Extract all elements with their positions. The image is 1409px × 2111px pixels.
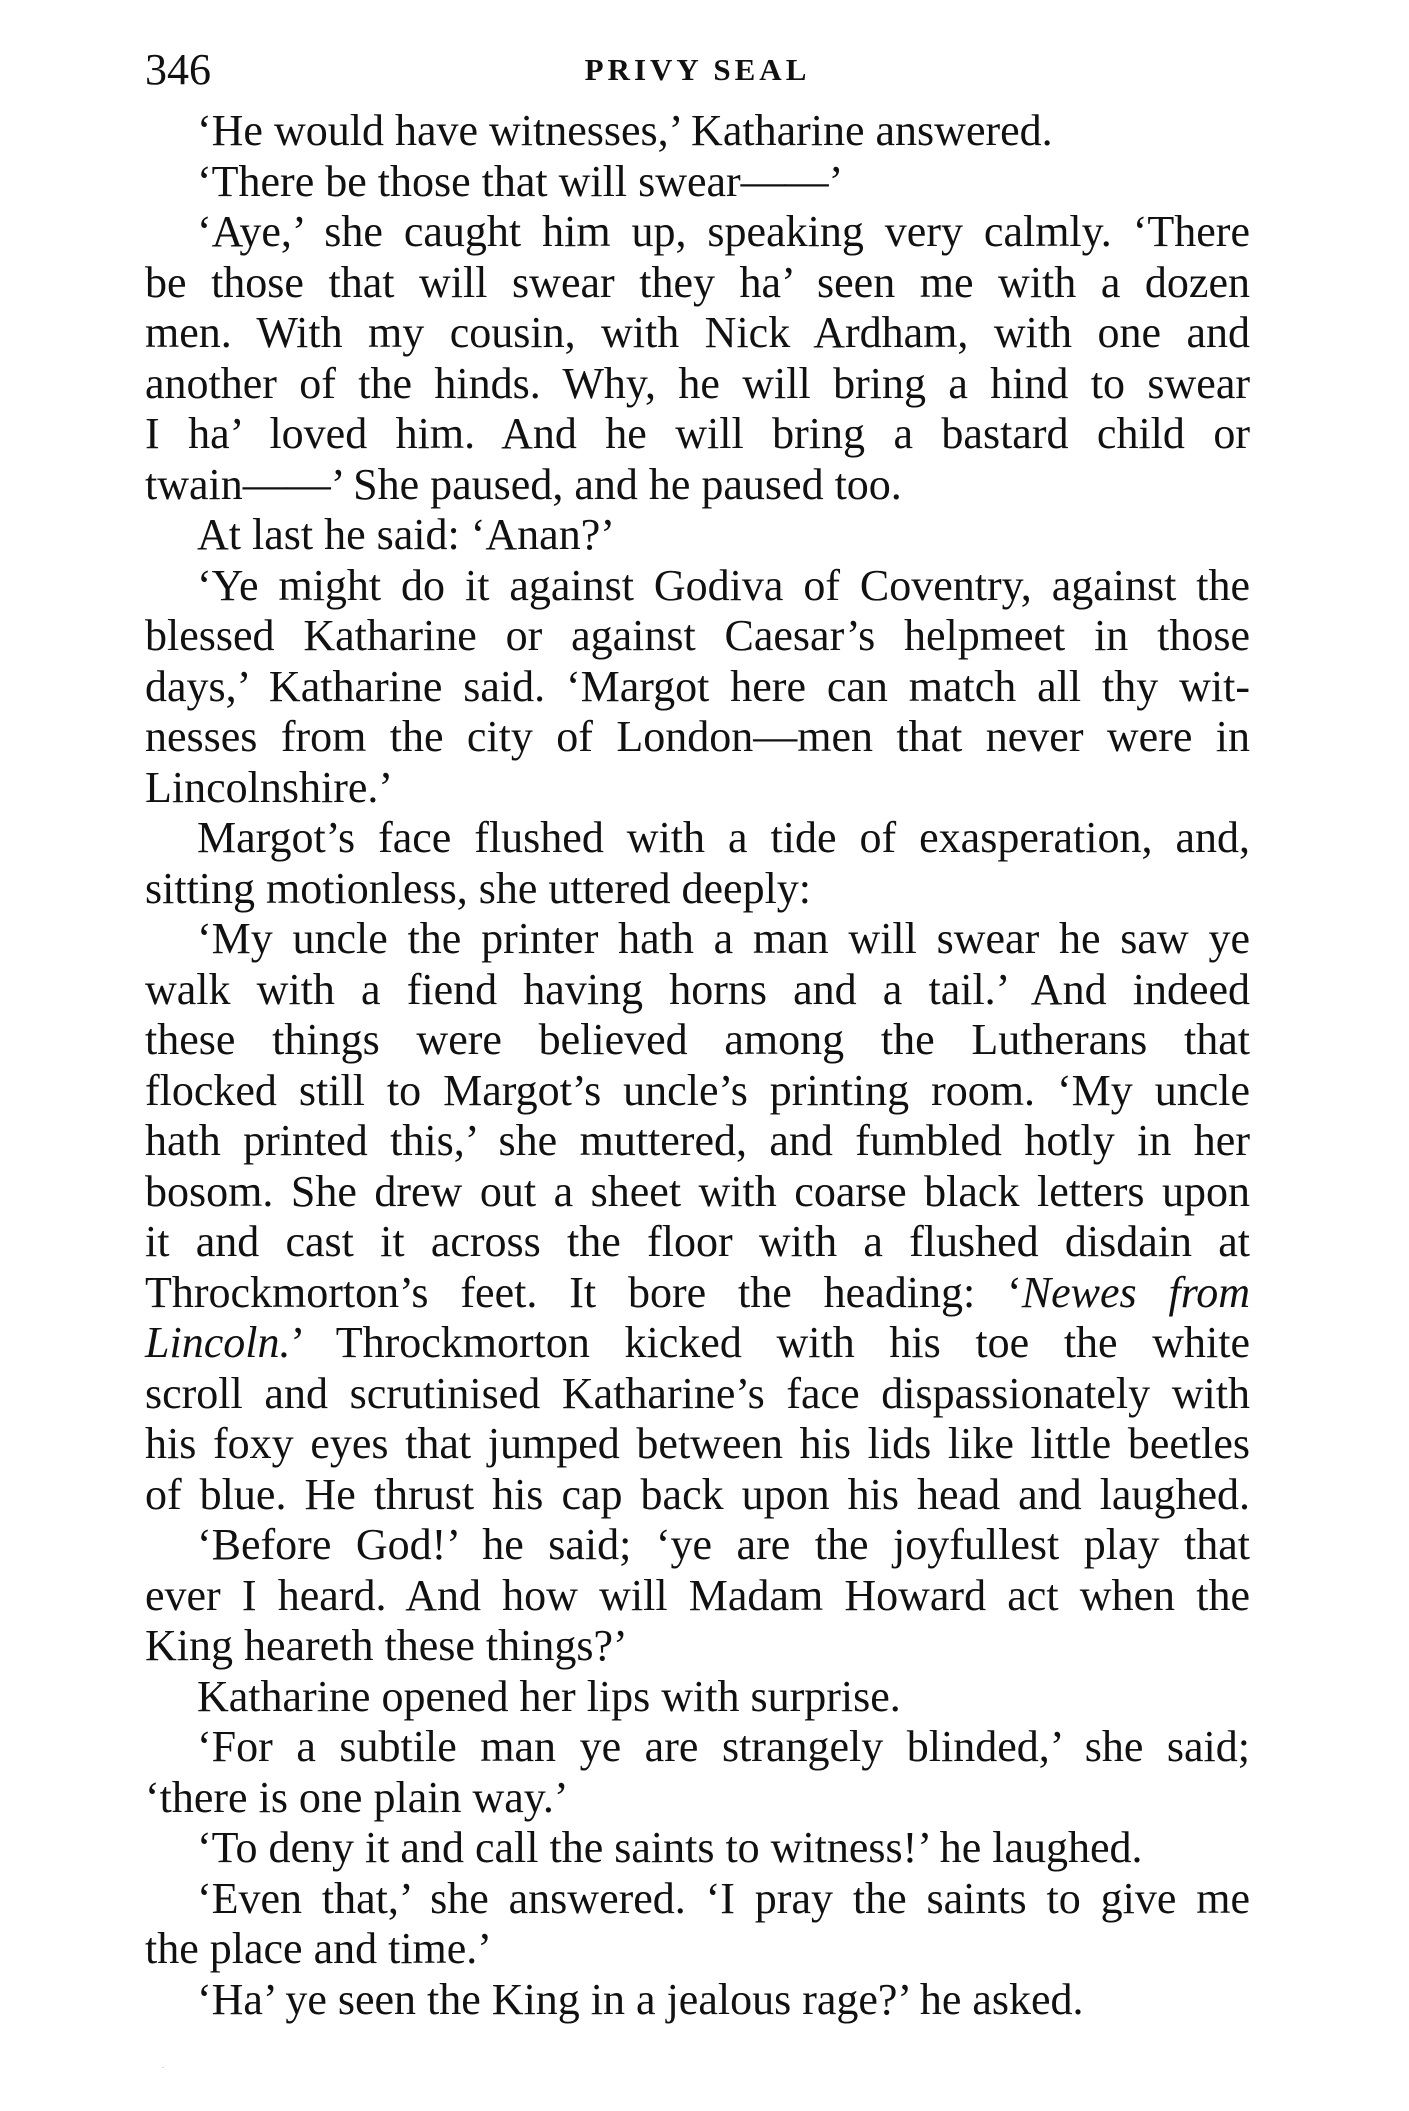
text-line: scroll and scrutinised Katharine’s face dispassionately with [145, 1368, 1250, 1418]
text-line: blessed Katharine or against Caesar’s helpmeet in those [145, 611, 1250, 660]
text-line: ‘He would have witnesses,’ Katharine answered. [197, 106, 1053, 155]
text-line: ‘Before God!’ he said; ‘ye are the joyfullest play that [197, 1520, 1250, 1569]
text-line: Throckmorton’s feet. It bore the heading: ‘Newes from [145, 1267, 1250, 1317]
text-line: walk with a fiend having horns and a tail.’ And indeed [145, 964, 1250, 1014]
text-line: ‘Aye,’ she caught him up, speaking very calmly. ‘There [197, 207, 1250, 256]
text-line: be those that will swear they ha’ seen me with a dozen [145, 257, 1250, 307]
text-line: twain——’ She paused, and he paused too. [145, 459, 902, 509]
text-line: of blue. He thrust his cap back upon his head and laughed. [145, 1469, 1250, 1519]
text-line: ‘There be those that will swear——’ [197, 156, 844, 206]
text-line: ‘there is one plain way.’ [145, 1772, 569, 1822]
text-line: ‘Ha’ ye seen the King in a jealous rage?’ he asked. [197, 1974, 1084, 2024]
text-line: the place and time.’ [145, 1924, 492, 1973]
text-line: another of the hinds. Why, he will bring a hind to swear [145, 358, 1250, 408]
text-line: ‘To deny it and call the saints to witness!’ he laughed. [197, 1823, 1143, 1872]
text-line: it and cast it across the floor with a flushed disdain at [145, 1217, 1250, 1266]
text-line: hath printed this,’ she muttered, and fumbled hotly in her [145, 1116, 1250, 1165]
text-line: Lincoln.’ Throckmorton kicked with his toe the white [145, 1318, 1250, 1367]
text-line: At last he said: ‘Anan?’ [197, 510, 615, 559]
stray-mark: . [162, 2061, 164, 2070]
text-line: I ha’ loved him. And he will bring a bastard child or [145, 409, 1250, 458]
running-head [145, 40, 1250, 100]
running-title: PRIVY SEAL [584, 52, 811, 87]
text-line: these things were believed among the Lutherans that [145, 1015, 1250, 1064]
text-line: flocked still to Margot’s uncle’s printing room. ‘My uncle [145, 1065, 1250, 1115]
text-line: sitting motionless, she uttered deeply: [145, 863, 812, 913]
text-line: Katharine opened her lips with surprise. [197, 1671, 901, 1721]
text-line: days,’ Katharine said. ‘Margot here can match all thy wit- [145, 661, 1250, 711]
text-line: his foxy eyes that jumped between his lids like little beetles [145, 1419, 1250, 1468]
text-line: Lincolnshire.’ [145, 762, 394, 812]
text-line: ‘Even that,’ she answered. ‘I pray the saints to give me [197, 1873, 1250, 1923]
text-line: ‘My uncle the printer hath a man will swear he saw ye [197, 914, 1250, 963]
text-line: men. With my cousin, with Nick Ardham, with one and [145, 308, 1250, 357]
text-line: King heareth these things?’ [145, 1621, 628, 1670]
text-line: Margot’s face flushed with a tide of exasperation, and, [197, 813, 1250, 862]
text-line: ‘For a subtile man ye are strangely blinded,’ she said; [197, 1722, 1250, 1771]
page-number: 346 [145, 45, 211, 94]
text-line: bosom. She drew out a sheet with coarse black letters upon [145, 1166, 1250, 1216]
text-line: ever I heard. And how will Madam Howard act when the [145, 1570, 1250, 1620]
text-line: ‘Ye might do it against Godiva of Coventry, against the [197, 560, 1250, 610]
body-text [145, 106, 1250, 2025]
text-line: nesses from the city of London—men that never were in [145, 712, 1250, 761]
